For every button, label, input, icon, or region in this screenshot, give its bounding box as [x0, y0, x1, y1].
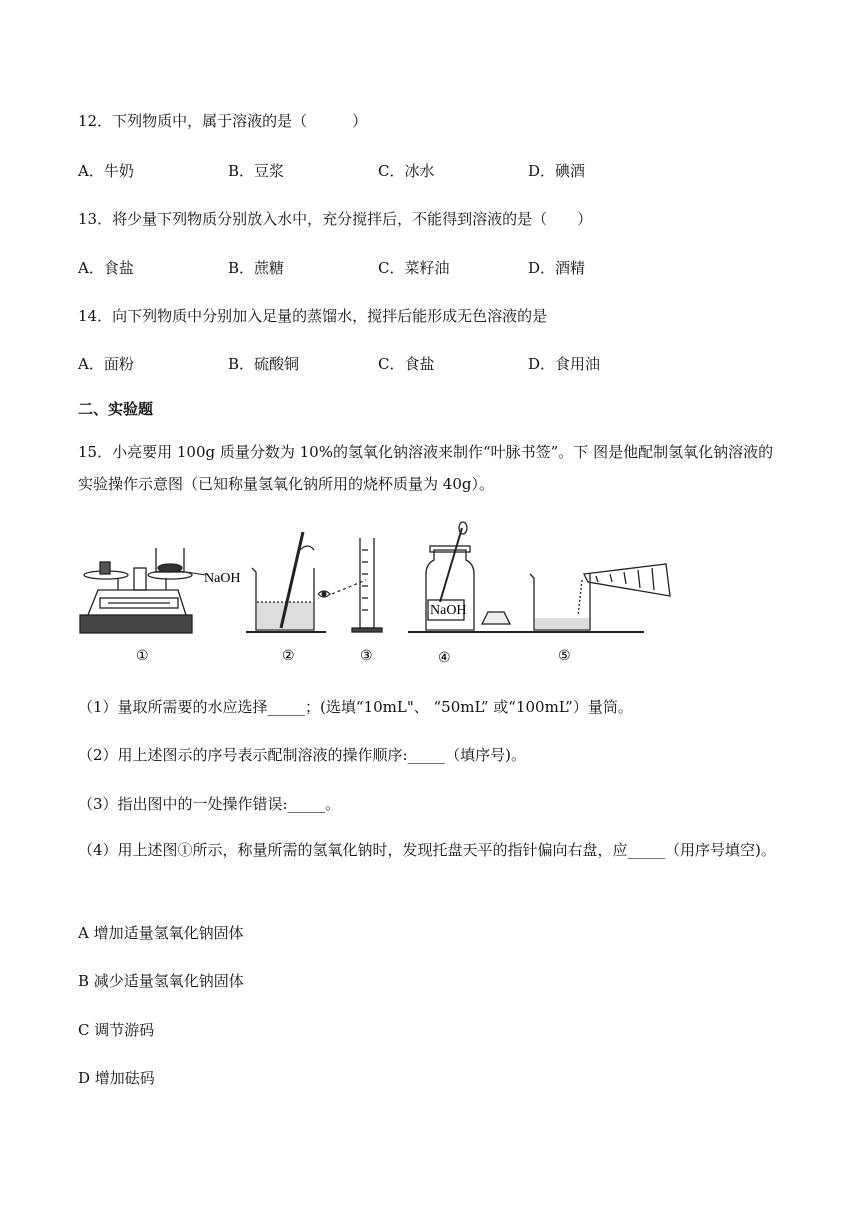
figure-number-3: ③: [360, 647, 373, 663]
q15-choice-d: D 增加砝码: [78, 1069, 155, 1087]
figure-number-2: ②: [282, 647, 295, 663]
q15-stem: 15．小亮要用 100g 质量分数为 10%的氢氧化钠溶液来制作“叶脉书签”。下 图是他配制氢氧化钠溶液的实验操作示意图（已知称量氢氧化钠所用的烧杯质量为 40g）。: [78, 443, 774, 493]
q13-option-d: D．酒精: [528, 259, 586, 277]
q14-option-b: B．硫酸铜: [228, 355, 300, 373]
figure-number-4: ④: [438, 649, 451, 665]
q15-sub1: （1）量取所需要的水应选择_____；(选填“10mL"、 “50mL” 或“100mL”）量筒。: [78, 698, 633, 716]
q14-option-d: D．食用油: [528, 355, 601, 373]
q13-option-c: C．菜籽油: [378, 259, 450, 277]
eye-icon: [318, 580, 366, 597]
experiment-figure: [78, 520, 678, 670]
pouring-illustration: [524, 564, 670, 632]
q14-stem: 14．向下列物质中分别加入足量的蒸馏水，搅拌后能形成无色溶液的是: [78, 307, 548, 325]
q13-stem: 13．将少量下列物质分别放入水中，充分搅拌后，不能得到溶液的是（ ）: [78, 210, 593, 228]
q13-option-b: B．蔗糖: [228, 259, 285, 277]
naoh-label-1: NaOH: [204, 571, 241, 586]
q15-sub2: （2）用上述图示的序号表示配制溶液的操作顺序:_____（填序号)。: [78, 746, 526, 764]
balance-illustration: [80, 548, 192, 633]
q12-option-c: C．冰水: [378, 162, 435, 180]
q15-choice-c: C 调节游码: [78, 1021, 155, 1039]
q12-option-d: D．碘酒: [528, 162, 586, 180]
q12-option-b: B．豆浆: [228, 162, 285, 180]
figure-number-1: ①: [136, 647, 149, 663]
reagent-bottle-illustration: [408, 522, 526, 632]
q12-option-a: A．牛奶: [78, 162, 134, 180]
q14-option-a: A．面粉: [78, 355, 134, 373]
graduated-cylinder-illustration: [352, 538, 382, 632]
q15-choice-b: B 减少适量氢氧化钠固体: [78, 972, 244, 990]
q15-choice-a: A 增加适量氢氧化钠固体: [78, 924, 244, 942]
q12-stem: 12．下列物质中，属于溶液的是（ ）: [78, 112, 368, 130]
q14-option-c: C．食盐: [378, 355, 435, 373]
q13-option-a: A．食盐: [78, 259, 134, 277]
stirring-beaker-illustration: [246, 532, 326, 632]
q15-sub4: （4）用上述图①所示，称量所需的氢氧化钠时，发现托盘天平的指针偏向右盘，应_____（用序号填空)。: [78, 841, 776, 859]
q15-sub3: （3）指出图中的一处操作错误:_____。: [78, 795, 341, 813]
section-heading: 二、实验题: [78, 400, 154, 418]
figure-number-5: ⑤: [558, 647, 571, 663]
naoh-label-2: NaOH: [430, 603, 467, 618]
